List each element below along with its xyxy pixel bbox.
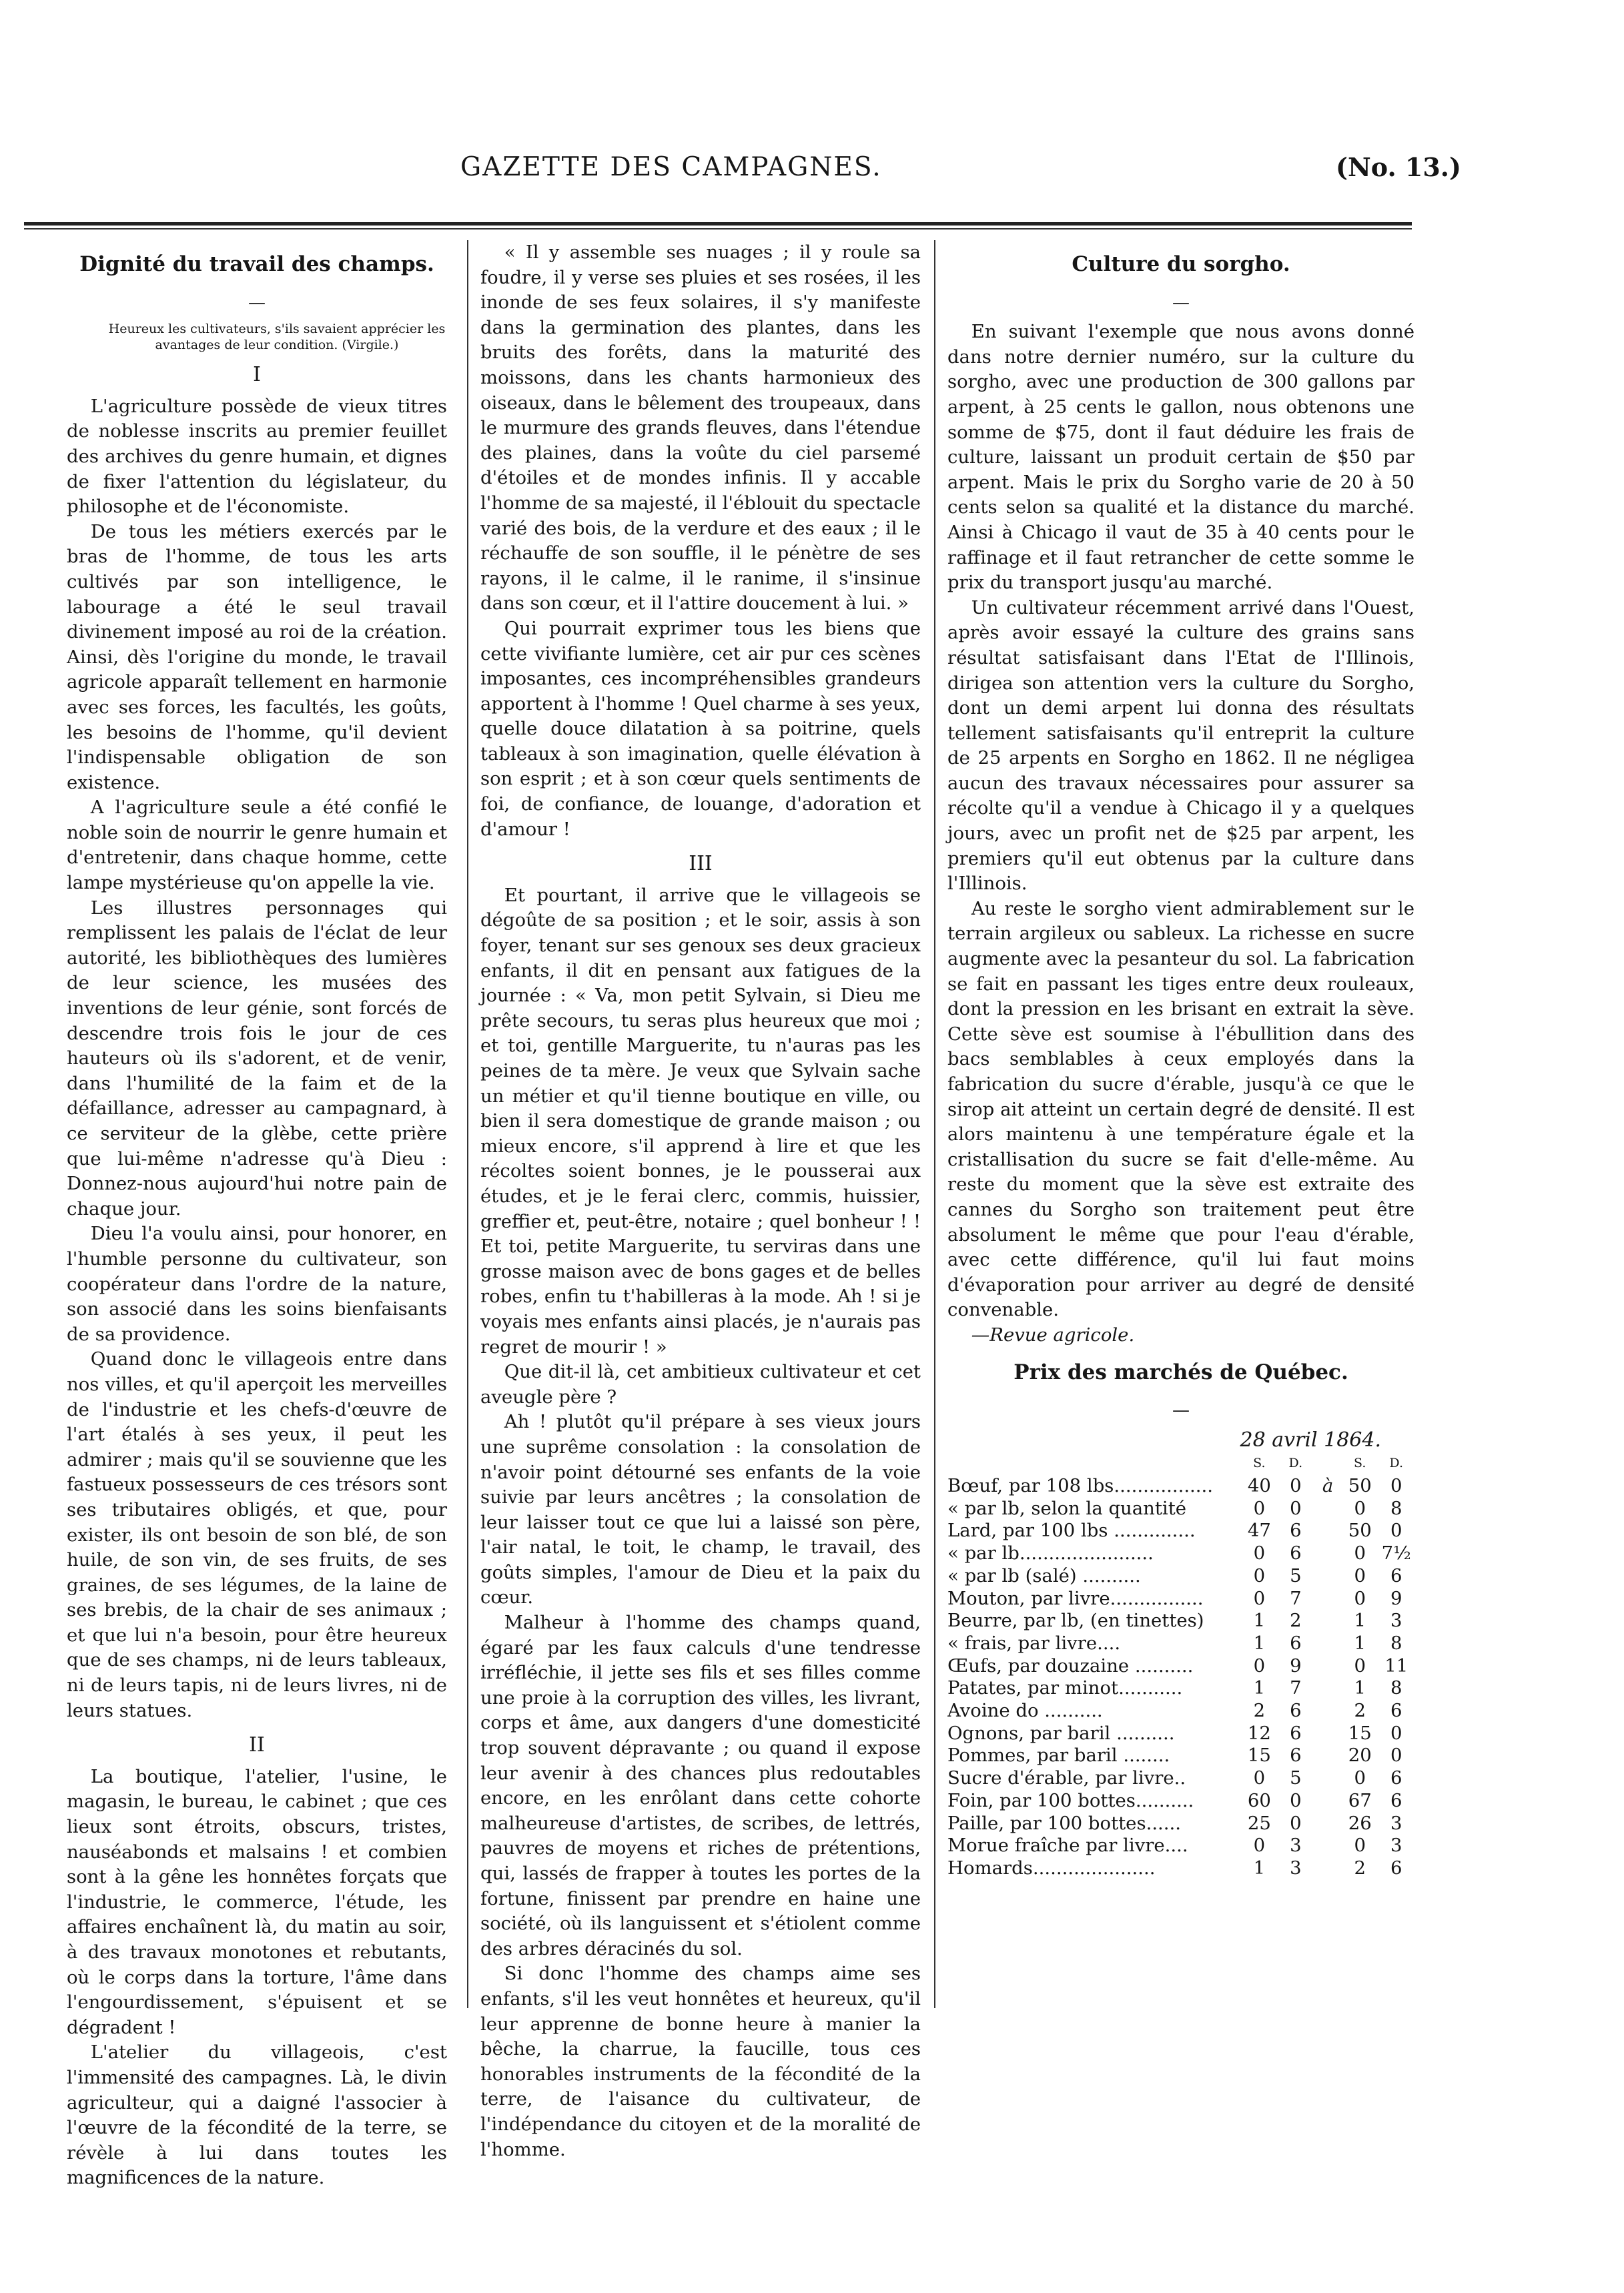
price-separator	[1314, 1723, 1342, 1745]
price-separator	[1314, 1813, 1342, 1835]
price-shillings-to: 50	[1348, 1520, 1372, 1542]
price-separator	[1314, 1655, 1342, 1678]
title-dash: —	[1172, 1400, 1190, 1421]
price-pence-from: 7	[1290, 1677, 1302, 1699]
price-pence-to: 11	[1384, 1655, 1408, 1677]
price-shillings-from: 47	[1247, 1520, 1271, 1542]
price-separator	[1314, 1565, 1342, 1588]
price-pence-to: 8	[1390, 1677, 1402, 1699]
price-shillings-to: 0	[1354, 1835, 1366, 1857]
paragraph: Un cultivateur récemment arrivé dans l'Ouest, après avoir essayé la culture des grains sans résultat satisfaisant dans l'Etat de l'Illinois, dirigea son attention vers la culture du Sorgho, dont un demi arpent lui donna des résultats tellement satisfaisants qu'il entreprit la culture de 25 arpents en Sorgho en 1862. Il ne négligea aucun des travaux nécessaires pour assurer sa récolte qu'il a vendue à Chicago il y a quelques jours, avec un profit net de $25 par arpent, les premiers qu'il eut obtenus par la culture dans l'Illinois.	[947, 596, 1414, 895]
paragraph: Au reste le sorgho vient admirablement sur le terrain argileux ou sableux. La richesse en sucre augmente avec la pesanteur du sol. La fabrication se fait en passant les tiges entre deux rouleaux, dont la pression en les brisant en extrait la sève. Cette sève est soumise à l'ébullition dans des bacs semblables à ceux employés dans la fabrication du sucre d'érable, jusqu'à ce que le sirop ait atteint un certain degré de densité. Il est alors maintenu à une température égale et la cristallisation du sucre se fait d'elle-même. Au reste du moment que la sève est extraite des cannes du Sorgho son traitement peut être absolument le même que pour l'eau d'érable, avec cette différence, qu'il lui faut moins d'évaporation pour arriver au degré de densité convenable.	[947, 897, 1414, 1321]
header-rule-thin	[24, 228, 1412, 230]
price-shillings-to: 26	[1348, 1812, 1372, 1834]
price-shillings-to: 50	[1348, 1475, 1372, 1497]
price-separator	[1314, 1520, 1342, 1542]
header-rule-thick	[24, 222, 1412, 225]
price-pence-from: 5	[1290, 1767, 1302, 1789]
price-row	[947, 1542, 1414, 1565]
price-item: Avoine do ..........	[947, 1700, 1103, 1722]
price-separator	[1314, 1700, 1342, 1723]
price-pence-to: 6	[1390, 1564, 1402, 1586]
price-row	[947, 1700, 1414, 1723]
price-item: « frais, par livre....	[947, 1632, 1121, 1654]
newspaper-title: GAZETTE DES CAMPAGNES.	[460, 152, 882, 182]
empty-header-cell	[947, 1452, 1241, 1475]
title-dash: —	[248, 292, 266, 313]
paragraph: En suivant l'exemple que nous avons donné dans notre dernier numéro, sur la culture du sorgho, avec une production de 300 gallons par arpent, à 25 cents le gallon, nous obtenons une somme de $75, dont il faut déduire les frais de culture, laissant un produit certain de $50 par arpent. Mais le prix du Sorgho varie de 20 à 50 cents selon sa qualité et la distance du marché. Ainsi à Chicago il vaut de 35 à 40 cents pour le raffinage et il faut retrancher de cette somme le prix du transport jusqu'au marché.	[947, 321, 1414, 594]
price-separator	[1314, 1790, 1342, 1813]
paragraph: L'agriculture possède de vieux titres de noblesse inscrits au premier feuillet des archives du genre humain, et dignes de fixer l'attention du législateur, du philosophe et de l'économiste.	[67, 395, 447, 518]
price-shillings-to: 0	[1354, 1497, 1366, 1519]
price-row	[947, 1723, 1414, 1745]
paragraph: Si donc l'homme des champs aime ses enfants, s'il les veut honnêtes et heureux, qu'il leur apprenne de bonne heure à manier la bêche, la charrue, la faucille, tous ces honorables instruments de la fécondité de la terre, de l'aisance du cultivateur, de l'indépendance du citoyen et de la moralité de l'homme.	[480, 1963, 921, 2160]
col-header-d-to: D.	[1389, 1456, 1404, 1471]
price-shillings-from: 0	[1253, 1835, 1266, 1857]
price-item: « par lb.......................	[947, 1542, 1154, 1564]
page-header	[220, 152, 1461, 192]
price-pence-to: 6	[1390, 1767, 1402, 1789]
paragraph: Dieu l'a voulu ainsi, pour honorer, en l'humble personne du cultivateur, son coopérateur dans l'ordre de la nature, son associé dans les soins bienfaisants de sa providence.	[67, 1223, 447, 1345]
price-item: Pommes, par baril ........	[947, 1745, 1170, 1767]
article-title-dignite: Dignité du travail des champs.	[79, 252, 434, 276]
paragraph: « Il y assemble ses nuages ; il y roule sa foudre, il y verse ses pluies et ses rosées, il les inonde de ses feux solaires, il s'y manifeste dans la germination des plantes, dans les bruits des forêts, dans la maturité des moissons, dans les chants harmonieux des oiseaux, dans le bêlement des troupeaux, dans le murmure des grands fleuves, dans l'étendue des plaines, dans la voûte du ciel parsemé d'étoiles et de mondes infinis. Il y accable l'homme de sa majesté, il l'éblouit du spectacle varié des bois, de la verdure et des eaux ; il le réchauffe de son souffle, il le pénètre de ses rayons, il le calme, il le ranime, il s'insinue dans son cœur, et il l'attire doucement à lui. »	[480, 242, 921, 614]
price-separator	[1314, 1542, 1342, 1565]
price-shillings-from: 0	[1253, 1542, 1266, 1564]
price-item: Lard, par 100 lbs ..............	[947, 1520, 1196, 1542]
price-shillings-from: 1	[1253, 1677, 1266, 1699]
paragraph: Et pourtant, il arrive que le villageois se dégoûte de sa position ; et le soir, assis à son foyer, tenant sur ses genoux ses deux gracieux enfants, il dit en pensant aux fatigues de la journée : « Va, mon petit Sylvain, si Dieu me prête secours, tu seras plus heureux que moi ; et toi, gentille Marguerite, tu n'auras pas les peines de ta mère. Je veux que Sylvain sache un métier et qu'il tienne boutique en ville, ou bien il sera domestique de grande maison ; ou mieux encore, s'il apprend à lire et que les récoltes soient bonnes, je le pousserai aux études, et je le ferai clerc, commis, huissier, greffier et, peut-être, notaire ; quel bonheur ! ! Et toi, petite Marguerite, tu serviras dans une grosse maison avec de bons gages et de belles robes, enfin tu t'habilleras à la mode. Ah ! si je voyais mes enfants ainsi placés, je n'aurais pas regret de mourir ! »	[480, 884, 921, 1358]
price-row	[947, 1610, 1414, 1633]
price-pence-to: 6	[1390, 1857, 1402, 1879]
price-item: Morue fraîche par livre....	[947, 1835, 1188, 1857]
price-row	[947, 1633, 1414, 1655]
price-shillings-to: 0	[1354, 1767, 1366, 1789]
price-pence-to: 9	[1390, 1587, 1402, 1609]
paragraph: La boutique, l'atelier, l'usine, le magasin, le bureau, le cabinet ; que ces lieux sont étroits, obscurs, tristes, nauséabonds et malsains ! et combien sont à la gêne les honnêtes forçats que l'industrie, le commerce, l'étude, les affaires enchaînent là, du matin au soir, à des travaux monotones et rebutants, où le corps dans la torture, l'âme dans l'engourdissement, s'épuisent et se dégradent !	[67, 1765, 447, 2038]
price-row	[947, 1813, 1414, 1835]
price-shillings-to: 0	[1354, 1587, 1366, 1609]
empty-header-cell	[1314, 1452, 1342, 1475]
price-pence-from: 0	[1290, 1475, 1302, 1497]
price-pence-to: 6	[1390, 1700, 1402, 1722]
price-item: « par lb (salé) ..........	[947, 1564, 1141, 1586]
price-separator	[1314, 1767, 1342, 1790]
price-separator	[1314, 1857, 1342, 1880]
price-row	[947, 1475, 1414, 1498]
paragraph: Malheur à l'homme des champs quand, égaré par les faux calculs d'une tendresse irréfléchie, il jette ses fils et ses filles comme une proie à la corruption des villes, les livrant, corps et âme, aux dangers d'une domesticité trop souvent dépravante ; ou quand il expose leur avenir à des chances plus redoutables encore, en les enrôlant dans cette cohorte malheureuse d'artistes, de scribes, de lettrés, pauvres de moyens et riches de prétentions, qui, lassés de frapper à toutes les portes de la fortune, finissent par prendre en haine une société, où ils languissent et s'étiolent comme des arbres déracinés du sol.	[480, 1612, 921, 1959]
price-pence-to: 0	[1390, 1745, 1402, 1767]
price-separator: à	[1322, 1475, 1334, 1497]
price-pence-from: 6	[1290, 1700, 1302, 1722]
price-item: Homards.....................	[947, 1857, 1156, 1879]
price-separator	[1314, 1588, 1342, 1611]
price-item: Sucre d'érable, par livre..	[947, 1767, 1186, 1789]
price-pence-to: 6	[1390, 1789, 1402, 1811]
paragraph: Ah ! plutôt qu'il prépare à ses vieux jours une suprême consolation : la consolation de n'avoir point détourné ses enfants de la voie suivie par leurs ancêtres ; la consolation de leur laisser tout ce que lui a laissé son père, l'air natal, le toit, le champ, le travail, des goûts simples, l'amour de Dieu et la paix du cœur.	[480, 1411, 921, 1609]
price-shillings-from: 1	[1253, 1632, 1266, 1654]
price-pence-from: 3	[1290, 1835, 1302, 1857]
price-pence-to: 0	[1390, 1520, 1402, 1542]
price-item: Paille, par 100 bottes......	[947, 1812, 1182, 1834]
price-shillings-to: 0	[1354, 1542, 1366, 1564]
prices-date: 28 avril 1864.	[1240, 1428, 1381, 1452]
price-pence-to: 3	[1390, 1812, 1402, 1834]
price-pence-to: 7½	[1381, 1542, 1411, 1564]
price-shillings-to: 20	[1348, 1745, 1372, 1767]
title-dash: —	[1172, 292, 1190, 313]
price-pence-from: 9	[1290, 1655, 1302, 1677]
price-row	[947, 1588, 1414, 1611]
price-table-body	[947, 1475, 1414, 1880]
price-pence-to: 8	[1390, 1497, 1402, 1519]
price-shillings-from: 25	[1247, 1812, 1271, 1834]
price-row	[947, 1655, 1414, 1678]
price-shillings-from: 40	[1247, 1475, 1271, 1497]
column-divider-2	[934, 240, 935, 2008]
paragraph: Qui pourrait exprimer tous les biens que cette vivifiante lumière, cet air pur ces scènes imposantes, ces incompréhensibles grandeurs apportent à l'homme ! Quel charme à ses yeux, quelle douce dilatation à sa poitrine, quels tableaux à son imagination, quelle élévation à son esprit ; et à son cœur quels sentiments de foi, de confiance, de louange, d'adoration et d'amour !	[480, 617, 921, 840]
price-row	[947, 1767, 1414, 1790]
price-item: Beurre, par lb, (en tinettes)	[947, 1610, 1204, 1632]
price-shillings-to: 15	[1348, 1722, 1372, 1744]
price-pence-from: 6	[1290, 1632, 1302, 1654]
price-row	[947, 1498, 1414, 1520]
price-item: Bœuf, par 108 lbs.................	[947, 1475, 1214, 1497]
price-item: Foin, par 100 bottes..........	[947, 1789, 1194, 1811]
column-3	[947, 240, 1414, 1880]
column-1	[67, 240, 447, 2191]
price-pence-to: 8	[1390, 1632, 1402, 1654]
price-pence-from: 6	[1290, 1745, 1302, 1767]
price-shillings-from: 0	[1253, 1767, 1266, 1789]
price-pence-from: 5	[1290, 1564, 1302, 1586]
price-separator	[1314, 1677, 1342, 1700]
price-row	[947, 1857, 1414, 1880]
price-item: Ognons, par baril ..........	[947, 1722, 1175, 1744]
price-pence-from: 0	[1290, 1497, 1302, 1519]
price-separator	[1314, 1498, 1342, 1520]
price-row	[947, 1520, 1414, 1542]
prices-title: Prix des marchés de Québec.	[1013, 1360, 1348, 1384]
paragraph: Quand donc le villageois entre dans nos villes, et qu'il aperçoit les merveilles de l'industrie et les chefs-d'œuvre de l'art étalés à ses yeux, il peut les admirer ; mais qu'il se souvienne que les fastueux possesseurs de ces trésors sont ses tributaires obligés, et que, pour exister, ils ont besoin de son blé, de son huile, de son vin, de ses fruits, de ses graines, de ses légumes, de la laine de ses brebis, de la chair de ses animaux ; et que lui n'a besoin, pour être heureux que de ses champs, ni de leurs tableaux, ni de leurs tapis, ni de leurs livres, ni de leurs statues.	[67, 1348, 447, 1721]
price-pence-from: 2	[1290, 1610, 1302, 1632]
price-row	[947, 1677, 1414, 1700]
price-item: Œufs, par douzaine ..........	[947, 1655, 1194, 1677]
price-row	[947, 1790, 1414, 1813]
col-header-s-from: S.	[1253, 1456, 1266, 1471]
price-separator	[1314, 1835, 1342, 1857]
price-shillings-from: 15	[1247, 1745, 1271, 1767]
price-pence-to: 0	[1390, 1475, 1402, 1497]
price-pence-from: 3	[1290, 1857, 1302, 1879]
price-shillings-to: 2	[1354, 1700, 1366, 1722]
article-title-sorgho: Culture du sorgho.	[1072, 252, 1290, 276]
price-shillings-to: 1	[1354, 1610, 1366, 1632]
price-shillings-to: 0	[1354, 1564, 1366, 1586]
price-table-header	[947, 1452, 1414, 1475]
price-separator	[1314, 1745, 1342, 1767]
price-pence-from: 0	[1290, 1812, 1302, 1834]
price-row	[947, 1745, 1414, 1767]
price-separator	[1314, 1610, 1342, 1633]
price-pence-from: 0	[1290, 1789, 1302, 1811]
price-row	[947, 1835, 1414, 1857]
column-2	[480, 240, 921, 2162]
price-shillings-from: 0	[1253, 1655, 1266, 1677]
price-separator	[1314, 1633, 1342, 1655]
paragraph: A l'agriculture seule a été confié le noble soin de nourrir le genre humain et d'entretenir, dans chaque homme, cette lampe mystérieuse qu'on appelle la vie.	[67, 797, 447, 894]
price-shillings-from: 0	[1253, 1497, 1266, 1519]
paragraph: Que dit-il là, cet ambitieux cultivateur et cet aveugle père ?	[480, 1361, 921, 1408]
price-shillings-from: 1	[1253, 1857, 1266, 1879]
price-shillings-to: 0	[1354, 1655, 1366, 1677]
epigraph: Heureux les cultivateurs, s'ils savaient apprécier les avantages de leur condition. (Virgile.)	[108, 322, 446, 353]
issue-number: (No. 13.)	[1336, 152, 1461, 182]
price-pence-from: 6	[1290, 1520, 1302, 1542]
price-shillings-from: 60	[1247, 1789, 1271, 1811]
price-pence-from: 7	[1290, 1587, 1302, 1609]
paragraph: L'atelier du villageois, c'est l'immensité des campagnes. Là, le divin agriculteur, qui a daigné l'associer à l'œuvre de la fécondité de la terre, se révèle à lui dans toutes les magnificences de la nature.	[67, 2041, 447, 2189]
price-table	[947, 1452, 1414, 1879]
price-pence-from: 6	[1290, 1722, 1302, 1744]
section-numeral-3: III	[689, 852, 713, 876]
price-pence-from: 6	[1290, 1542, 1302, 1564]
paragraph: Les illustres personnages qui remplissent les palais de l'éclat de leur autorité, les bibliothèques des lumières de leur science, les musées des inventions de leur génie, sont forcés de descendre trois fois le jour de ces hauteurs où ils s'adorent, et de venir, dans l'humilité de la faim et de la défaillance, adresser au campagnard, à ce serviteur de la glèbe, cette prière que lui-même n'adresse qu'à Dieu : Donnez-nous aujourd'hui notre pain de chaque jour.	[67, 897, 447, 1220]
col-header-d-from: D.	[1288, 1456, 1303, 1471]
price-shillings-from: 1	[1253, 1610, 1266, 1632]
paragraph: De tous les métiers exercés par le bras de l'homme, de tous les arts cultivés par son intelligence, le labourage a été le seul travail divinement imposé au roi de la création. Ainsi, dès l'origine du monde, le travail agricole apparaît tellement en harmonie avec ses forces, les facultés, les goûts, les besoins de l'homme, qu'il devient l'indispensable obligation de son existence.	[67, 520, 447, 793]
price-shillings-to: 2	[1354, 1857, 1366, 1879]
price-shillings-to: 67	[1348, 1789, 1372, 1811]
price-shillings-from: 12	[1247, 1722, 1271, 1744]
price-pence-to: 3	[1390, 1610, 1402, 1632]
price-pence-to: 0	[1390, 1722, 1402, 1744]
column-divider-1	[467, 240, 468, 2008]
price-item: Patates, par minot...........	[947, 1677, 1183, 1699]
price-pence-to: 3	[1390, 1835, 1402, 1857]
section-numeral-2: II	[249, 1733, 265, 1757]
price-shillings-from: 0	[1253, 1587, 1266, 1609]
price-shillings-from: 0	[1253, 1564, 1266, 1586]
price-row	[947, 1565, 1414, 1588]
article-signature: —Revue agricole.	[971, 1324, 1135, 1346]
price-shillings-to: 1	[1354, 1677, 1366, 1699]
col-header-s-to: S.	[1354, 1456, 1366, 1471]
price-item: « par lb, selon la quantité	[947, 1497, 1187, 1519]
price-shillings-from: 2	[1253, 1700, 1266, 1722]
section-numeral-1: I	[253, 363, 261, 387]
price-item: Mouton, par livre................	[947, 1587, 1204, 1609]
price-shillings-to: 1	[1354, 1632, 1366, 1654]
